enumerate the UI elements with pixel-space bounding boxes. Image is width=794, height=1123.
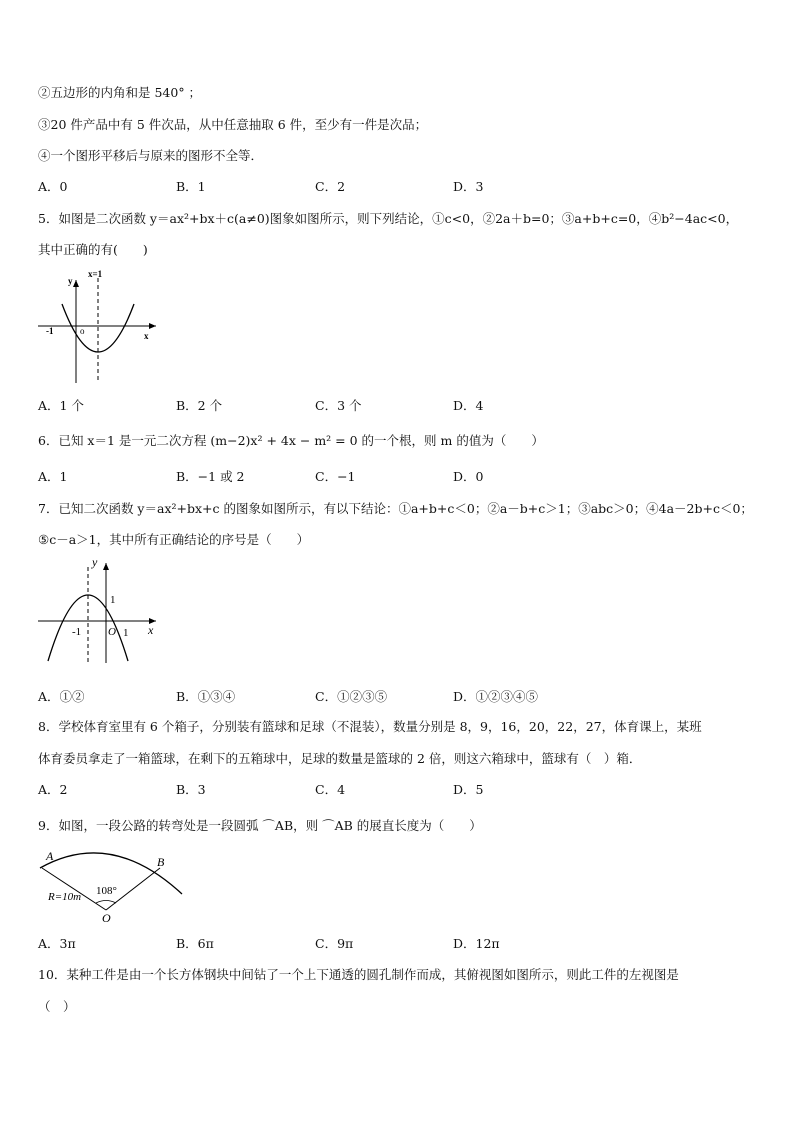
q7-option-c[interactable]: C．①②③⑤: [315, 689, 388, 704]
q7-label-x: x: [148, 623, 154, 637]
q7-label-1-top: 1: [110, 594, 116, 606]
q5-label-neg1: -1: [46, 326, 54, 336]
q9-label-a: A: [46, 849, 54, 863]
q9-option-a[interactable]: A．3π: [38, 936, 76, 951]
q9-angle-arc: [96, 901, 116, 904]
q7-label-neg1: -1: [72, 626, 82, 638]
q9-label-angle: 108°: [96, 885, 117, 897]
q8-option-a[interactable]: A．2: [38, 782, 68, 797]
q8-option-d[interactable]: D．5: [453, 782, 484, 797]
q7-option-b[interactable]: B．①③④: [176, 689, 236, 704]
q5-option-d[interactable]: D．4: [453, 398, 484, 413]
q6-option-a[interactable]: A．1: [38, 469, 68, 484]
q6-stem: 6．已知 x＝1 是一元二次方程 (m−2)x² + 4x − m² = 0 的一个根，则 m 的值为（ ）: [38, 433, 544, 448]
q7-label-y: y: [92, 555, 98, 569]
q4-option-a[interactable]: A．0: [38, 179, 68, 194]
q5-label-x1: x=1: [88, 269, 103, 279]
q4-option-d[interactable]: D．3: [453, 179, 484, 194]
q5-label-x: x: [144, 331, 149, 341]
q6-option-d[interactable]: D．0: [453, 469, 484, 484]
q6-option-c[interactable]: C．−1: [315, 469, 356, 484]
q5-option-a[interactable]: A．1 个: [38, 398, 84, 413]
q9-option-c[interactable]: C．9π: [315, 936, 354, 951]
q8-option-c[interactable]: C．4: [315, 782, 346, 797]
statement-2: ②五边形的内角和是 540° ；: [38, 85, 202, 100]
q6-option-b[interactable]: B．−1 或 2: [176, 469, 245, 484]
q7-label-1-bottom: 1: [123, 627, 129, 639]
q7-parabola-figure: [36, 553, 164, 665]
q7-stem-line2: ⑤c－a＞1，其中所有正确结论的序号是（ ）: [38, 532, 310, 547]
q4-options: [38, 177, 758, 195]
q7-label-o: O: [108, 626, 116, 638]
q10-stem-line2: （ ）: [38, 999, 76, 1014]
q9-label-b: B: [157, 855, 165, 869]
q5-stem-line2: 其中正确的有( ): [38, 242, 148, 257]
q8-options: [38, 780, 758, 798]
q9-label-o: O: [102, 911, 111, 924]
q4-option-b[interactable]: B．1: [176, 179, 206, 194]
q10-stem-line1: 10．某种工件是由一个长方体钢块中间钻了一个上下通透的圆孔制作而成，其俯视图如图所示，则此工件的左视图是: [38, 967, 679, 982]
statement-4: ④一个图形平移后与原来的图形不全等．: [38, 148, 264, 163]
q5-parabola-figure: [36, 268, 160, 386]
q5-label-o: o: [80, 326, 85, 336]
q7-stem-line1: 7．已知二次函数 y＝ax²+bx+c 的图象如图所示，有以下结论：①a+b+c＜0；②a－b+c＞1；③abc＞0；④4a－2b+c＜0；: [38, 501, 753, 516]
q9-option-d[interactable]: D．12π: [453, 936, 500, 951]
q9-label-radius: R=10m: [48, 891, 82, 903]
q4-option-c[interactable]: C．2: [315, 179, 346, 194]
q9-option-b[interactable]: B．6π: [176, 936, 214, 951]
q8-stem-line2: 体育委员拿走了一箱篮球，在剩下的五箱球中，足球的数量是篮球的 2 倍，则这六箱球中，篮球有（ ）箱．: [38, 751, 642, 766]
q7-options: [38, 687, 758, 705]
q9-stem: 9．如图，一段公路的转弯处是一段圆弧 ⌒AB，则 ⌒AB 的展直长度为（ ）: [38, 818, 482, 833]
q7-option-d[interactable]: D．①②③④⑤: [453, 689, 539, 704]
q9-options: [38, 934, 758, 952]
q9-arc-figure: [36, 844, 188, 924]
q7-option-a[interactable]: A．①②: [38, 689, 85, 704]
statement-3: ③20 件产品中有 5 件次品，从中任意抽取 6 件，至少有一件是次品；: [38, 117, 428, 132]
q6-options: [38, 467, 758, 485]
q8-stem-line1: 8．学校体育室里有 6 个箱子，分别装有篮球和足球（不混装），数量分别是 8，9，16，20，22，27，体育课上，某班: [38, 719, 702, 734]
q8-option-b[interactable]: B．3: [176, 782, 206, 797]
q5-option-b[interactable]: B．2 个: [176, 398, 223, 413]
q5-option-c[interactable]: C．3 个: [315, 398, 362, 413]
q5-stem-line1: 5．如图是二次函数 y＝ax²+bx＋c(a≠0)图象如图所示，则下列结论，①c<0，②2a＋b=0；③a+b+c=0，④b²−4ac<0，: [38, 211, 739, 226]
q5-label-y: y: [68, 276, 73, 286]
q5-options: [38, 396, 758, 414]
